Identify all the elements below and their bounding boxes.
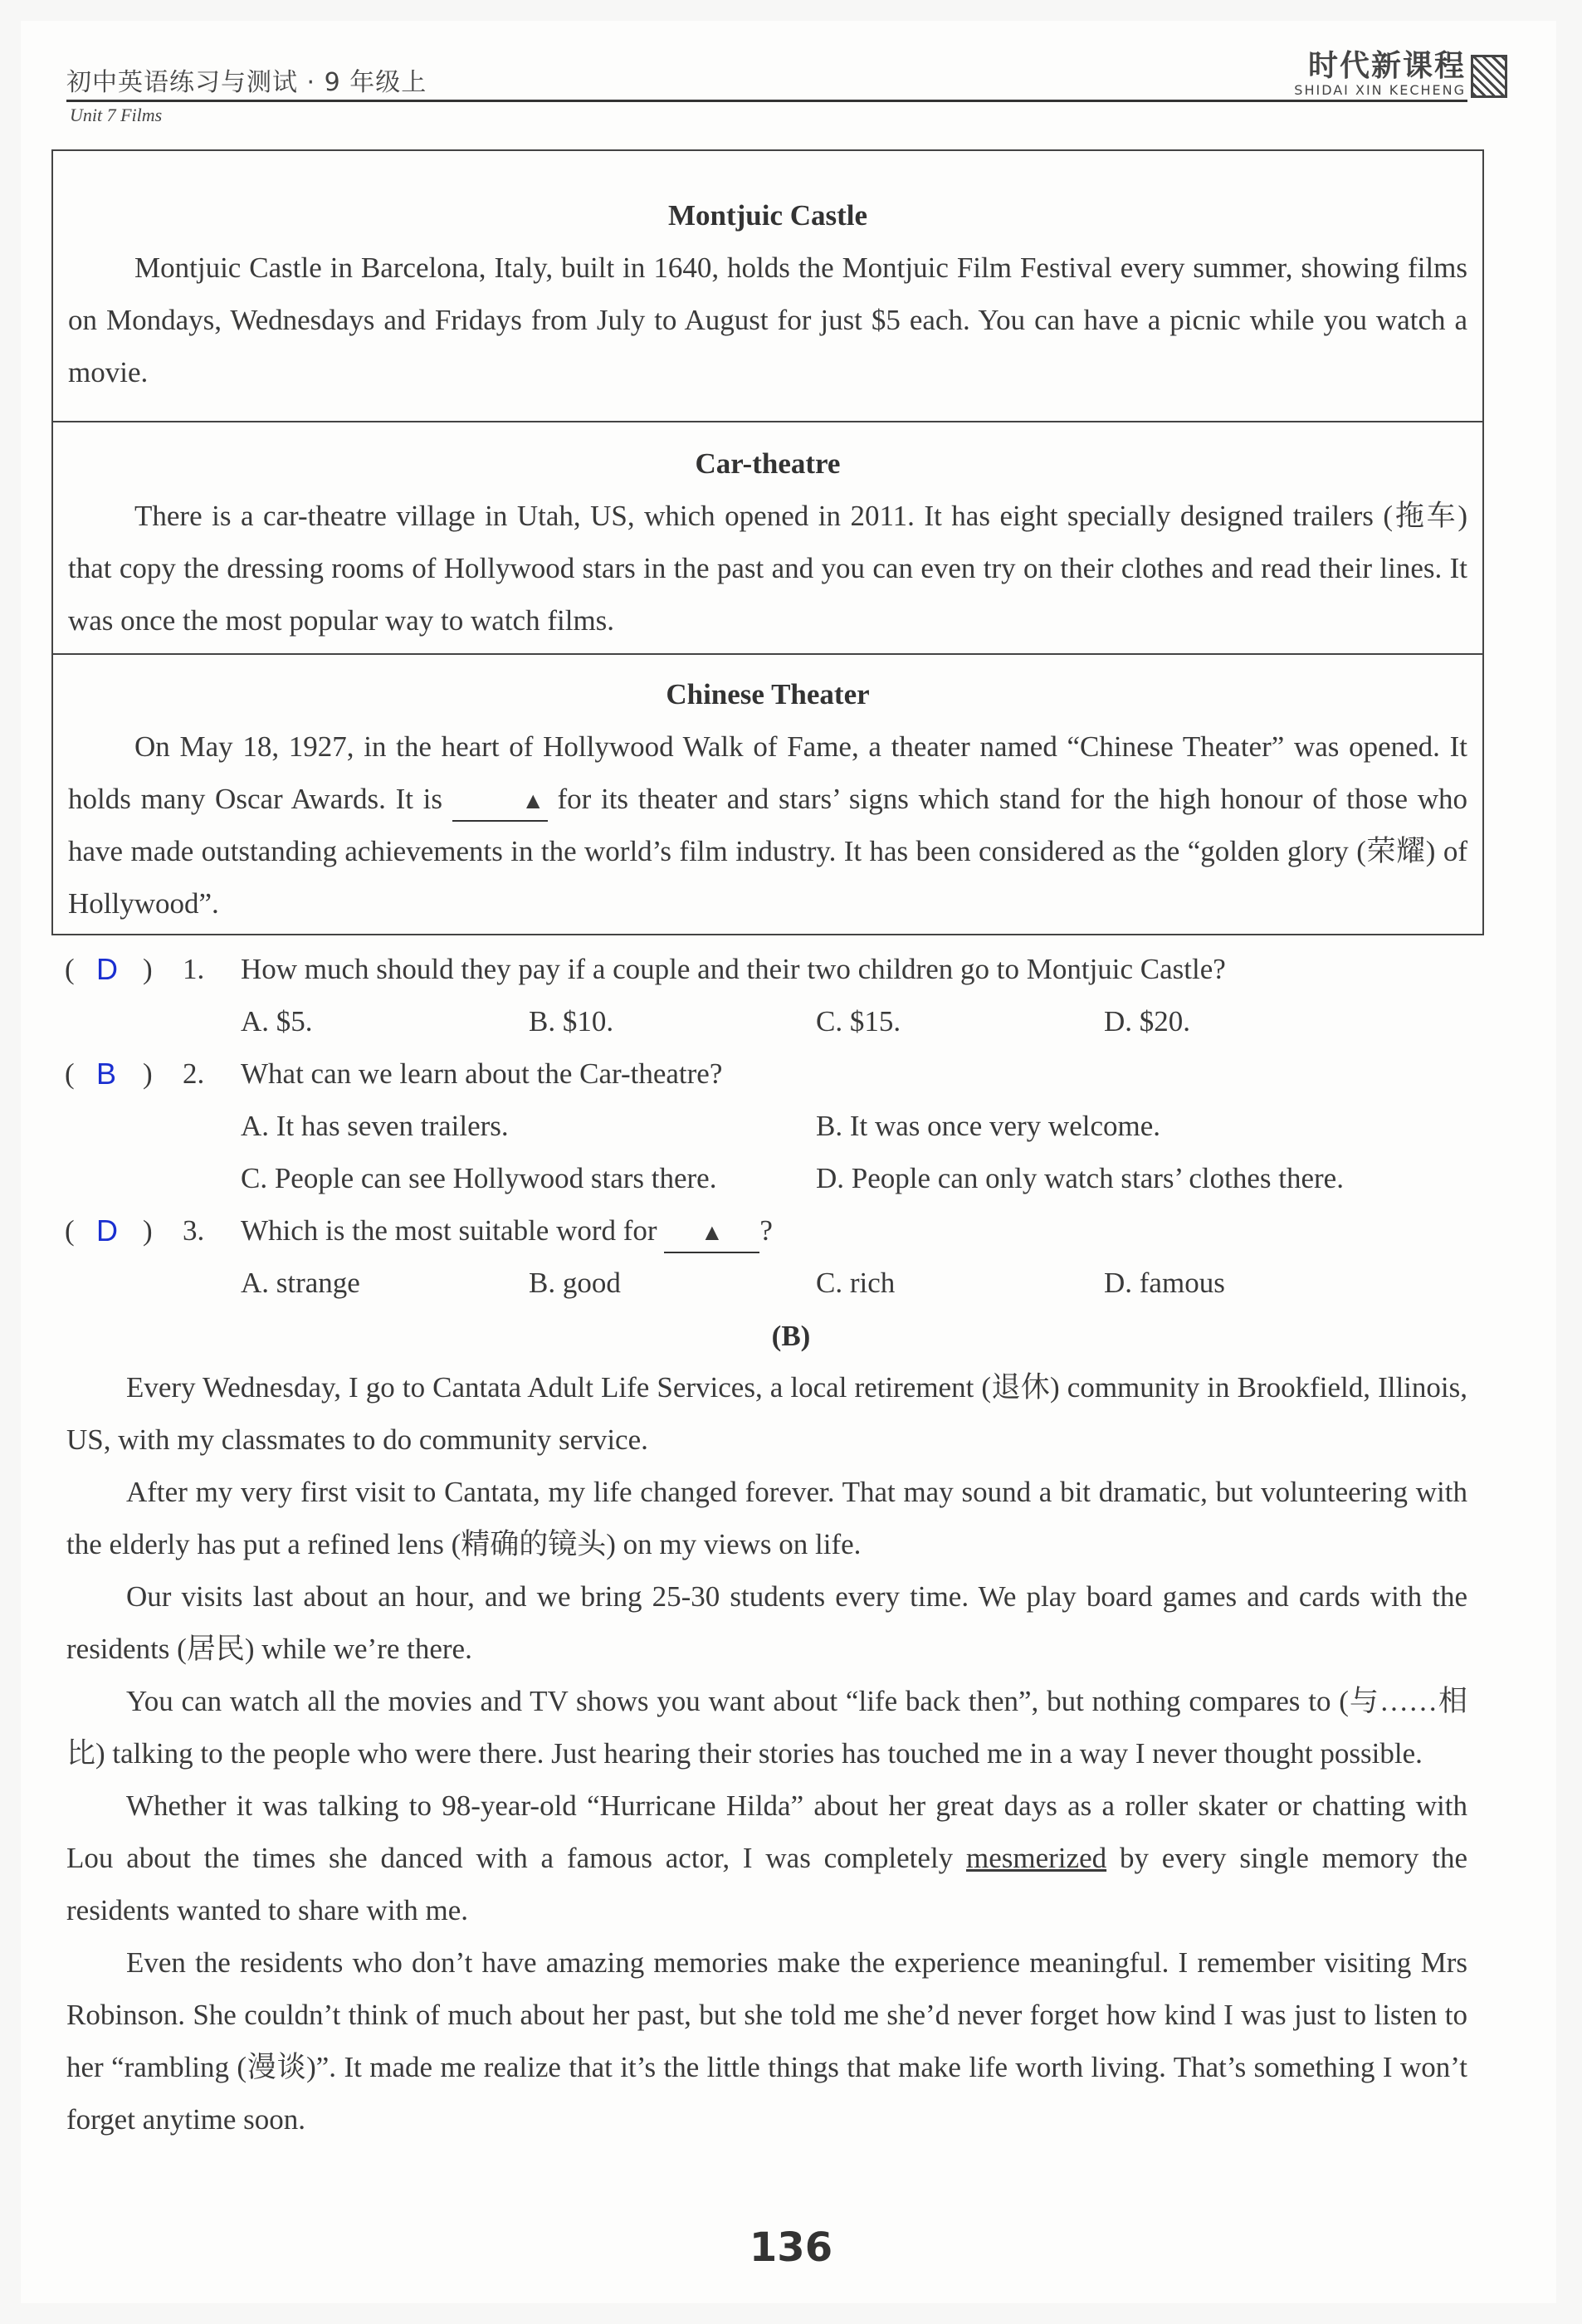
- logo-cn: 时代新课程: [1307, 49, 1466, 83]
- header-divider: [66, 100, 1467, 102]
- book-title: 初中英语练习与测试 · 9 年级上: [66, 68, 427, 97]
- section-title: Chinese Theater: [666, 678, 870, 710]
- question-number: 3.: [183, 1214, 205, 1247]
- option-d: D. $20.: [1104, 1005, 1191, 1038]
- paragraph: You can watch all the movies and TV shows you want about “life back then”, but nothing compares to (与……相比) talking to the people who were there. Just hearing their stories has touched me in a way I never thought possible.: [66, 1685, 1467, 1770]
- answer-blank: ▲: [664, 1215, 759, 1253]
- question-text: What can we learn about the Car-theatre?: [241, 1057, 723, 1090]
- question-number: 1.: [183, 953, 205, 985]
- option-c: C. $15.: [816, 1005, 901, 1038]
- question-1-options: [0, 995, 1582, 1047]
- question-2: [0, 1047, 1582, 1100]
- option-c: C. People can see Hollywood stars there.: [241, 1162, 717, 1194]
- question-2-options-row1: [0, 1100, 1582, 1152]
- answer-blank: ▲: [452, 784, 548, 822]
- section-text: There is a car-theatre village in Utah, US, which opened in 2011. It has eight specially designed trailers (拖车) that copy the dressing rooms of Hollywood stars in the past and you can even try on their clothes and read their lines. It was once the most popular way to watch films.: [68, 500, 1467, 637]
- paragraph: [66, 1780, 1467, 1936]
- logo-mark-icon: [1471, 55, 1507, 98]
- paragraph: Every Wednesday, I go to Cantata Adult Life Services, a local retirement (退休) community in Brookfield, Illinois, US, with my classmates to do community service.: [66, 1371, 1467, 1456]
- paragraph: Our visits last about an hour, and we bring 25-30 students every time. We play board games and cards with the residents (居民) while we’re there.: [66, 1580, 1467, 1665]
- paren: ): [143, 953, 153, 985]
- paren: ): [143, 1057, 153, 1090]
- section-chinese-theater: [53, 653, 1482, 935]
- text-before: On May 18, 1927, in the heart of Hollywood Walk of Fame, a theater named “Chinese Theater” was opened. It holds many Oscar Awards. It is: [68, 730, 1467, 815]
- section-b-label: (B): [771, 1320, 811, 1352]
- page-number: 136: [749, 2224, 833, 2271]
- answer-letter: D: [96, 1213, 118, 1247]
- section-text: [68, 720, 1467, 930]
- answer-letter: D: [96, 952, 118, 986]
- option-d: D. famous: [1104, 1267, 1225, 1299]
- option-b: B. good: [529, 1267, 621, 1299]
- question-2-options-row2: [0, 1152, 1582, 1204]
- paragraph: Even the residents who don’t have amazing memories make the experience meaningful. I remember visiting Mrs Robinson. She couldn’t think of much about her past, but she told me she’d never forget how kind I was just to listen to her “rambling (漫谈)”. It made me realize that it’s the little things that make life worth living. That’s something I won’t forget anytime soon.: [66, 1946, 1467, 2136]
- option-b: B. It was once very welcome.: [816, 1110, 1160, 1142]
- publisher-logo: [1294, 50, 1466, 98]
- paren: (: [65, 953, 75, 985]
- paren: ): [143, 1214, 153, 1247]
- section-text: Montjuic Castle in Barcelona, Italy, built in 1640, holds the Montjuic Film Festival every summer, showing films on Mondays, Wednesdays and Fridays from July to August for just $5 each. You can have a picnic while you watch a movie.: [68, 251, 1467, 388]
- option-d: D. People can only watch stars’ clothes there.: [816, 1162, 1344, 1194]
- paragraph: After my very first visit to Cantata, my life changed forever. That may sound a bit dramatic, but volunteering with the elderly has put a refined lens (精确的镜头) on my views on life.: [66, 1476, 1467, 1560]
- question-3-options: [0, 1257, 1582, 1309]
- section-title: Car-theatre: [695, 447, 841, 480]
- text-after: by every single memory the residents wanted to share with me.: [66, 1842, 1468, 1926]
- passage-b: [66, 1361, 1467, 2146]
- option-c: C. rich: [816, 1267, 896, 1299]
- option-a: A. $5.: [241, 1005, 313, 1038]
- paren: (: [65, 1214, 75, 1247]
- reading-box: [51, 149, 1484, 935]
- option-a: A. strange: [241, 1267, 360, 1299]
- unit-label: Unit 7 Films: [70, 105, 163, 125]
- question-number: 2.: [183, 1057, 205, 1090]
- question-1: [0, 943, 1582, 995]
- option-a: A. It has seven trailers.: [241, 1110, 509, 1142]
- question-suffix: ?: [759, 1214, 773, 1247]
- question-3: [0, 1204, 1582, 1257]
- question-text-main: Which is the most suitable word for: [241, 1214, 657, 1247]
- option-b: B. $10.: [529, 1005, 614, 1038]
- question-text: [241, 1204, 773, 1257]
- text-before: Whether it was talking to 98-year-old “Hurricane Hilda” about her great days as a roller skater or chatting with Lou about the times she danced with a famous actor, I was completely: [66, 1789, 1467, 1874]
- section-car-theatre: [53, 421, 1482, 653]
- logo-en: SHIDAI XIN KECHENG: [1294, 82, 1466, 98]
- paren: (: [65, 1057, 75, 1090]
- underlined-word: mesmerized: [966, 1842, 1107, 1874]
- answer-letter: B: [96, 1057, 117, 1091]
- section-title: Montjuic Castle: [667, 199, 868, 232]
- text-after: for its theater and stars’ signs which stand for the high honour of those who have made outstanding achievements in the world’s film industry. It has been considered as the “golden glory (荣耀) of Hollywood”.: [68, 783, 1467, 920]
- question-text: How much should they pay if a couple and their two children go to Montjuic Castle?: [241, 953, 1226, 985]
- section-montjuic: [53, 151, 1482, 421]
